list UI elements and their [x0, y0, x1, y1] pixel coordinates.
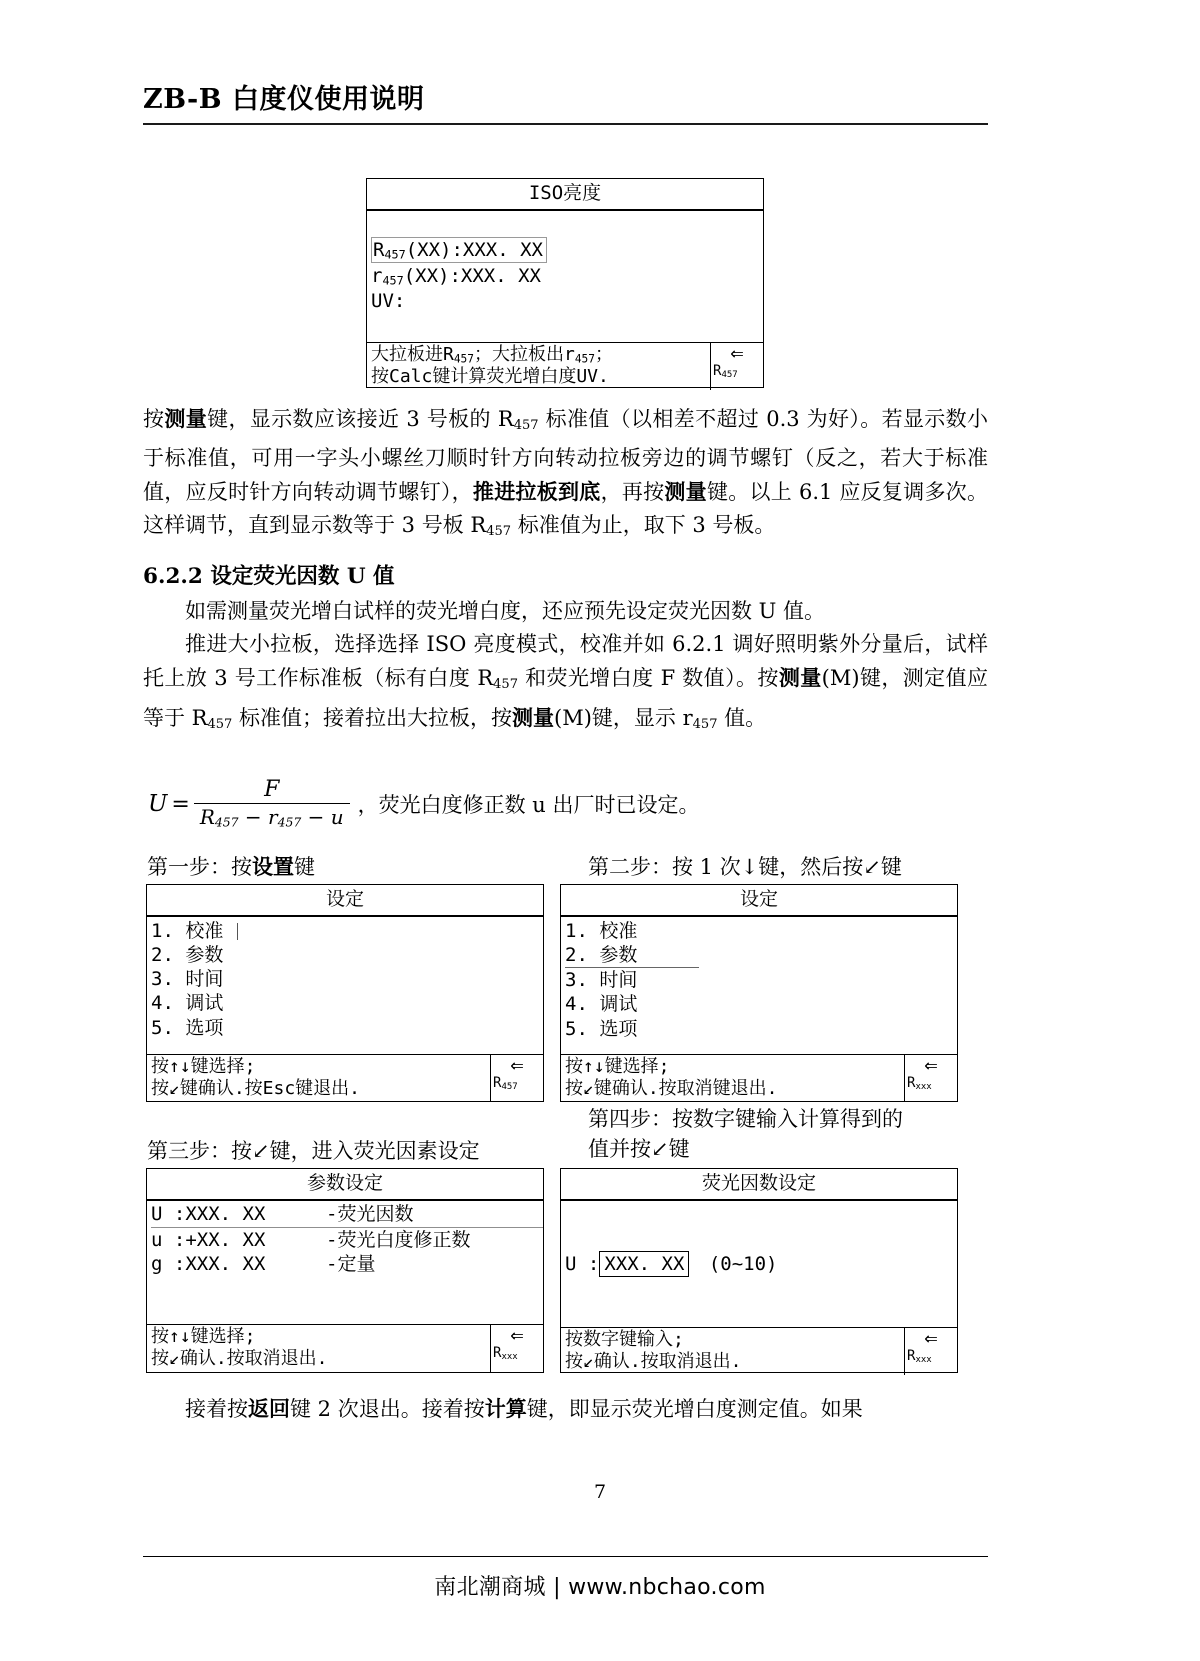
param-row-g-desc: -定量 — [326, 1253, 376, 1276]
param-row-u[interactable] — [151, 1228, 543, 1252]
lcd-iso-foot-b: ；大拉板出r — [474, 343, 575, 365]
lcd-setting-left-key-label — [491, 1076, 543, 1092]
left-arrow-icon: ⇐ — [924, 1052, 938, 1078]
lcd-setting-right-key-subscript: xxx — [915, 1081, 932, 1092]
page-header-title: ZB-B 白度仪使用说明 — [143, 84, 425, 115]
p1-sub-457a: 457 — [513, 417, 539, 433]
p3-bold-measure2: 测量 — [512, 704, 555, 730]
header-divider — [143, 123, 988, 125]
menu-item-options[interactable]: 5. 选项 — [565, 1017, 638, 1040]
lcd-ufactor-key-subscript: xxx — [915, 1354, 932, 1365]
lcd-setting-right-foot-line2: 按↙键确认.按取消键退出. — [565, 1078, 778, 1100]
lcd-setting-left-title: 设定 — [147, 885, 543, 917]
p3-seg2: 和荧光增白度 F 数值）。按 — [518, 666, 779, 690]
lcd-iso-footer-key — [710, 340, 763, 390]
lcd-iso-lowr-value: (XX):XXX. XX — [403, 265, 541, 288]
p1-seg8: 键。以上 6.1 应反复调多次。这样调节，直到显示数等于 3 号板 R — [143, 479, 989, 537]
paragraph-closing-instruction — [143, 1392, 988, 1426]
lcd-iso-title: ISO亮度 — [367, 179, 763, 211]
p4-seg1: 接着按 — [185, 1397, 248, 1421]
lcd-setting-left-foot-line1: 按↑↓键选择; — [151, 1055, 256, 1077]
lcd-setting-left-footer — [147, 1054, 543, 1102]
step1-bold: 设置 — [252, 854, 294, 879]
lcd-setting-right-key-label — [905, 1076, 957, 1092]
p3-seg4: (M)键，测定值应等于 R — [143, 666, 988, 730]
p3-sub-457c: 457 — [692, 716, 718, 732]
step2-prefix: 第二步：按 1 次↓键，然后按↙键 — [588, 855, 902, 879]
p1-seg9: 标准值为止，取下 3 号板。 — [511, 512, 776, 537]
lcd-iso-footer-text — [367, 343, 710, 390]
lcd-iso-footer-line1 — [371, 344, 710, 367]
p3-sub-457a: 457 — [493, 676, 518, 692]
p1-bold-measure: 测量 — [164, 406, 208, 431]
ufactor-field-label: U : — [565, 1252, 600, 1275]
lcd-param-key-symbol: R — [493, 1344, 502, 1361]
formula-u-definition — [148, 778, 699, 830]
p3-sub-457b: 457 — [207, 716, 233, 732]
menu-item-options[interactable]: 5. 选项 — [151, 1016, 224, 1039]
lcd-iso-foot-sub-a: 457 — [453, 352, 474, 365]
ufactor-range-hint: (0~10) — [708, 1252, 778, 1275]
lcd-iso-foot-a: 大拉板进R — [371, 343, 454, 365]
formula-lhs: U — [148, 791, 168, 818]
lcd-iso-body — [367, 211, 763, 342]
step4-line2: 值并按↙键 — [588, 1137, 690, 1161]
lcd-setting-left-body — [147, 917, 543, 1054]
footer-divider — [143, 1556, 988, 1557]
page-number: 7 — [593, 1481, 607, 1503]
lcd-panel-setting-right — [560, 884, 958, 1102]
menu-item-time[interactable]: 3. 时间 — [565, 969, 638, 992]
p1-bold-measure2: 测量 — [664, 478, 707, 504]
formula-den-mid: − r — [238, 805, 278, 830]
param-row-U-name: U :XXX. XX — [151, 1202, 266, 1225]
lcd-panel-u-factor-setting — [560, 1168, 958, 1373]
menu-item-parameter-label: 2. 参数 — [565, 943, 699, 968]
left-arrow-icon: ⇐ — [730, 340, 744, 366]
lcd-panel-iso-brightness — [366, 178, 764, 388]
lcd-ufactor-foot-line2: 按↙确认.按取消退出. — [565, 1351, 742, 1373]
lcd-iso-lowr-symbol: r — [371, 265, 383, 288]
menu-item-time[interactable]: 3. 时间 — [151, 968, 224, 991]
lcd-setting-right-footer — [561, 1054, 957, 1102]
formula-den-post: − u — [301, 805, 344, 830]
param-row-u-desc: -荧光白度修正数 — [326, 1228, 471, 1251]
lcd-setting-right-body — [561, 917, 957, 1054]
left-arrow-icon: ⇐ — [510, 1052, 524, 1078]
p1-seg4: 标准值（以相差不超过 0.3 为好）。若显示数小于标准值，可用一字头小螺丝刀顺时针方向转动拉板旁边的调节螺钉（反之，若大于标准值，应反时针方向转动调节螺钉）， — [143, 407, 989, 504]
formula-equals: = — [171, 791, 190, 817]
lcd-iso-r-value: (XX):XXX. XX — [405, 238, 543, 261]
menu-item-debug[interactable]: 4. 调试 — [151, 992, 224, 1015]
menu-item-calibration[interactable]: 1. 校准 — [565, 919, 638, 942]
step4-line1: 第四步：按数字键输入计算得到的 — [588, 1107, 903, 1131]
lcd-iso-lowr-subscript: 457 — [382, 273, 404, 288]
paragraph-measure-instruction — [143, 402, 988, 548]
menu-item-debug[interactable]: 4. 调试 — [565, 993, 638, 1016]
lcd-iso-footer-line2: 按Calc键计算荧光增白度UV. — [371, 366, 609, 388]
step3-label — [147, 1136, 480, 1166]
p4-bold-calc: 计算 — [484, 1396, 527, 1421]
p4-seg5: 键，即显示荧光增白度测定值。如果 — [526, 1397, 863, 1421]
step1-label — [147, 852, 315, 882]
lcd-ufactor-foot-line1: 按数字键输入; — [565, 1328, 684, 1350]
formula-den-sub2: 457 — [277, 814, 302, 830]
lcd-iso-r-subscript: 457 — [384, 247, 406, 262]
lcd-setting-right-key-symbol: R — [907, 1074, 916, 1091]
p3-seg7: (M)键，显示 r — [554, 705, 693, 730]
paragraph-u-value-intro: 如需测量荧光增白试样的荧光增白度，还应预先设定荧光因数 U 值。 — [185, 599, 826, 623]
lcd-iso-key-symbol: R — [713, 362, 722, 379]
lcd-ufactor-key-symbol: R — [907, 1347, 916, 1364]
param-row-g[interactable] — [151, 1252, 543, 1276]
text-caret — [237, 923, 238, 940]
page-header — [143, 82, 988, 125]
p1-sub-457b: 457 — [486, 523, 512, 539]
lcd-ufactor-body — [561, 1201, 957, 1327]
lcd-param-footer-key — [490, 1322, 543, 1372]
lcd-iso-r-symbol: R — [373, 238, 385, 261]
formula-fraction — [194, 778, 350, 830]
p4-seg3: 键 2 次退出。接着按 — [290, 1397, 485, 1421]
p3-seg1: 推进大小拉板，选择选择 ISO 亮度模式，校准并如 6.2.1 调好照明紫外分量后，试样托上放 3 号工作标准板（标有白度 R — [143, 632, 988, 690]
lcd-iso-footer — [367, 342, 763, 390]
lcd-param-title: 参数设定 — [147, 1169, 543, 1201]
lcd-panel-parameter-setting — [146, 1168, 544, 1373]
lcd-ufactor-footer-text — [561, 1328, 904, 1375]
lcd-iso-key-subscript: 457 — [721, 369, 738, 380]
lcd-setting-right-footer-key — [904, 1052, 957, 1102]
lcd-iso-row-r457 — [371, 237, 763, 264]
lcd-setting-left-footer-key — [490, 1052, 543, 1102]
paragraph-calibration-procedure — [143, 628, 988, 741]
lcd-param-footer-text — [147, 1325, 490, 1372]
p1-bold-push: 推进拉板到底 — [472, 478, 601, 504]
ufactor-input-row[interactable] — [565, 1251, 957, 1277]
param-row-u-name: u :+XX. XX — [151, 1228, 266, 1251]
formula-denominator — [194, 804, 350, 830]
lcd-setting-left-footer-text — [147, 1055, 490, 1102]
step1-prefix: 第一步：按 — [147, 855, 252, 879]
lcd-iso-row-lowr457 — [371, 264, 763, 289]
left-arrow-icon: ⇐ — [924, 1325, 938, 1351]
lcd-param-foot-line2: 按↙确认.按取消退出. — [151, 1348, 328, 1370]
lcd-setting-left-key-symbol: R — [493, 1074, 502, 1091]
lcd-setting-right-footer-text — [561, 1055, 904, 1102]
left-arrow-icon: ⇐ — [510, 1322, 524, 1348]
formula-numerator: F — [264, 777, 280, 802]
lcd-param-body — [147, 1201, 543, 1324]
menu-item-parameter[interactable] — [565, 943, 957, 968]
ufactor-value-input[interactable]: XXX. XX — [599, 1251, 689, 1277]
lcd-setting-right-title: 设定 — [561, 885, 957, 917]
lcd-param-key-subscript: xxx — [501, 1351, 518, 1362]
p3-bold-measure: 测量 — [778, 665, 822, 690]
step4-label — [588, 1104, 903, 1164]
param-row-g-name: g :XXX. XX — [151, 1253, 266, 1276]
p1-seg3: 键，显示数应该接近 3 号板的 R — [207, 407, 514, 431]
param-row-U[interactable] — [151, 1202, 543, 1228]
step2-label — [588, 852, 902, 882]
p1-seg1: 按 — [143, 407, 165, 431]
menu-item-calibration[interactable] — [151, 919, 543, 943]
lcd-setting-right-foot-line1: 按↑↓键选择; — [565, 1055, 670, 1077]
menu-item-calibration-label: 1. 校准 — [151, 919, 224, 942]
lcd-param-foot-line1: 按↑↓键选择; — [151, 1325, 256, 1347]
p3-seg5: 标准值；接着拉出大拉板，按 — [232, 705, 513, 730]
formula-den-sub1: 457 — [214, 814, 239, 830]
menu-item-parameter[interactable]: 2. 参数 — [151, 943, 224, 966]
formula-den-R: R — [199, 805, 215, 830]
lcd-ufactor-key-label — [905, 1349, 957, 1365]
lcd-iso-foot-sub-b: 457 — [574, 352, 595, 365]
p3-seg8: 值。 — [717, 705, 767, 730]
lcd-setting-left-foot-line2: 按↙键确认.按Esc键退出. — [151, 1078, 361, 1100]
param-row-U-desc: -荧光因数 — [326, 1202, 414, 1225]
lcd-panel-setting-left — [146, 884, 544, 1102]
lcd-iso-key-label — [711, 364, 763, 380]
lcd-ufactor-footer — [561, 1327, 957, 1375]
p4-bold-return: 返回 — [248, 1396, 290, 1421]
lcd-iso-foot-c: ； — [595, 343, 613, 365]
lcd-param-key-label — [491, 1346, 543, 1362]
lcd-ufactor-footer-key — [904, 1325, 957, 1375]
footer-site-label: 南北潮商城 | www.nbchao.com — [434, 1575, 766, 1600]
lcd-param-footer — [147, 1324, 543, 1372]
lcd-ufactor-title: 荧光因数设定 — [561, 1169, 957, 1201]
formula-tail-note: ，荧光白度修正数 u 出厂时已设定。 — [357, 793, 700, 818]
lcd-iso-row-uv: UV: — [371, 289, 406, 312]
step1-suffix: 键 — [294, 855, 315, 879]
p1-seg6: ，再按 — [600, 479, 665, 504]
section-heading-6-2-2: 6.2.2 设定荧光因数 U 值 — [143, 564, 395, 589]
lcd-setting-left-key-subscript: 457 — [501, 1081, 518, 1092]
step3-prefix: 第三步：按↙键，进入荧光因素设定 — [147, 1139, 480, 1163]
